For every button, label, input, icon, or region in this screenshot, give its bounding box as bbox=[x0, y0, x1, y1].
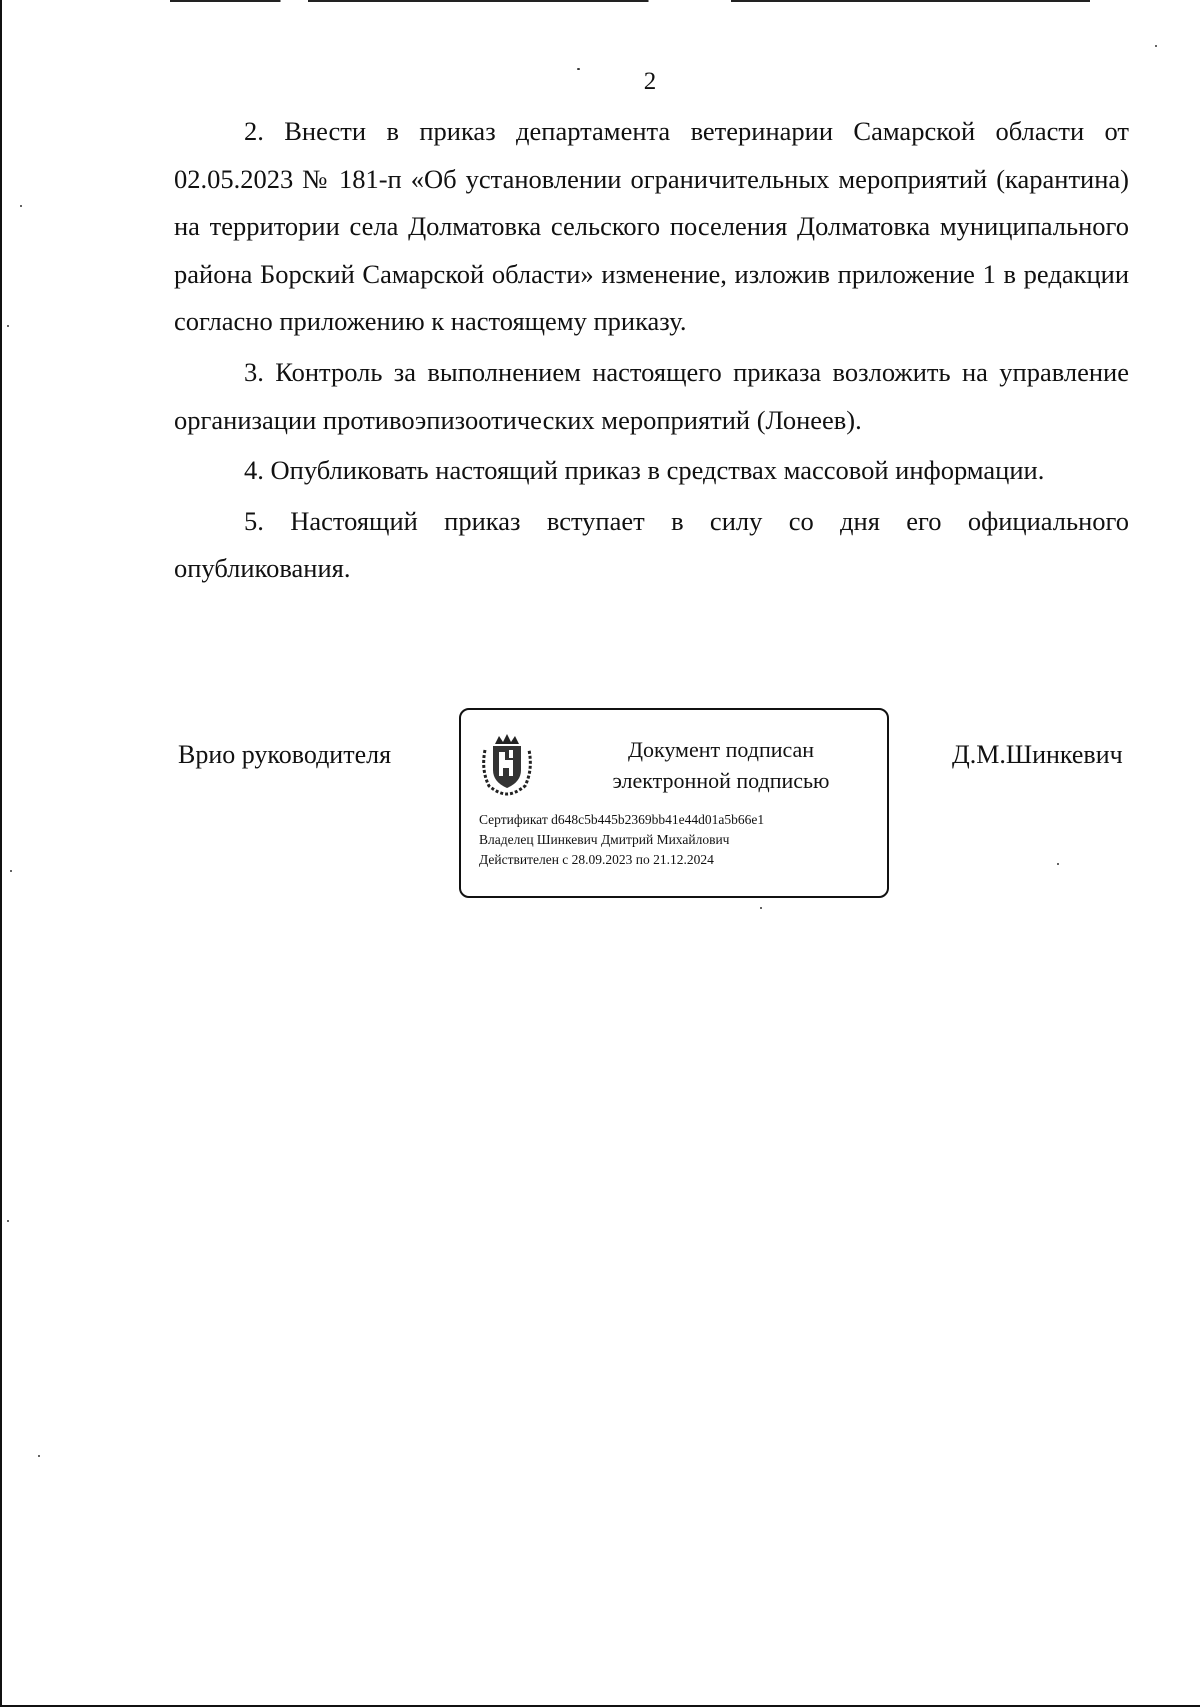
signature-heading-line1: Документ подписан bbox=[627, 737, 815, 762]
validity-line: Действителен с 28.09.2023 по 21.12.2024 bbox=[479, 852, 714, 867]
scan-speck bbox=[7, 325, 9, 327]
owner-line: Владелец Шинкевич Дмитрий Михайлович bbox=[479, 832, 730, 847]
certificate-line: Сертификат d648c5b445b2369bb41e44d01a5b66e1 bbox=[479, 812, 765, 827]
scan-speck bbox=[760, 907, 762, 909]
paragraph-4: 4. Опубликовать настоящий приказ в средствах массовой информации. bbox=[244, 455, 1045, 486]
scan-speck bbox=[7, 1220, 9, 1222]
scan-speck bbox=[1057, 863, 1059, 865]
scan-left-border bbox=[0, 0, 2, 1707]
scan-speck bbox=[10, 870, 12, 872]
signatory-name: Д.М.Шинкевич bbox=[952, 740, 1123, 769]
signatory-title: Врио руководителя bbox=[178, 740, 392, 769]
signature-heading bbox=[571, 734, 871, 796]
page-number: 2 bbox=[643, 68, 657, 95]
signature-heading-line2: электронной подписью bbox=[612, 768, 830, 793]
signature-details bbox=[479, 810, 764, 870]
paragraph-3: 3. Контроль за выполнением настоящего приказа возложить на управление организации противоэпизоотических мероприятий (Лонеев). bbox=[174, 356, 1129, 435]
order-body bbox=[174, 108, 1129, 596]
paragraph-2: 2. Внести в приказ департамента ветеринарии Самарской области от 02.05.2023 № 181-п «Об установлении ограничительных мероприятий (карантина) на территории села Долматовка сельского поселения Долматовка муниципального района Борский Самарской области» изменение, изложив приложение 1 в редакции согласно приложению к настоящему приказу. bbox=[174, 116, 1129, 337]
coat-of-arms-icon bbox=[479, 730, 535, 796]
scan-speck bbox=[577, 68, 580, 70]
electronic-signature-stamp bbox=[459, 708, 889, 898]
scan-speck bbox=[20, 205, 22, 207]
scan-speck bbox=[38, 1455, 40, 1457]
paragraph-5: 5. Настоящий приказ вступает в силу со дня его официального опубликования. bbox=[174, 505, 1129, 584]
scan-top-rule bbox=[170, 0, 1090, 2]
scan-speck bbox=[1155, 45, 1157, 47]
